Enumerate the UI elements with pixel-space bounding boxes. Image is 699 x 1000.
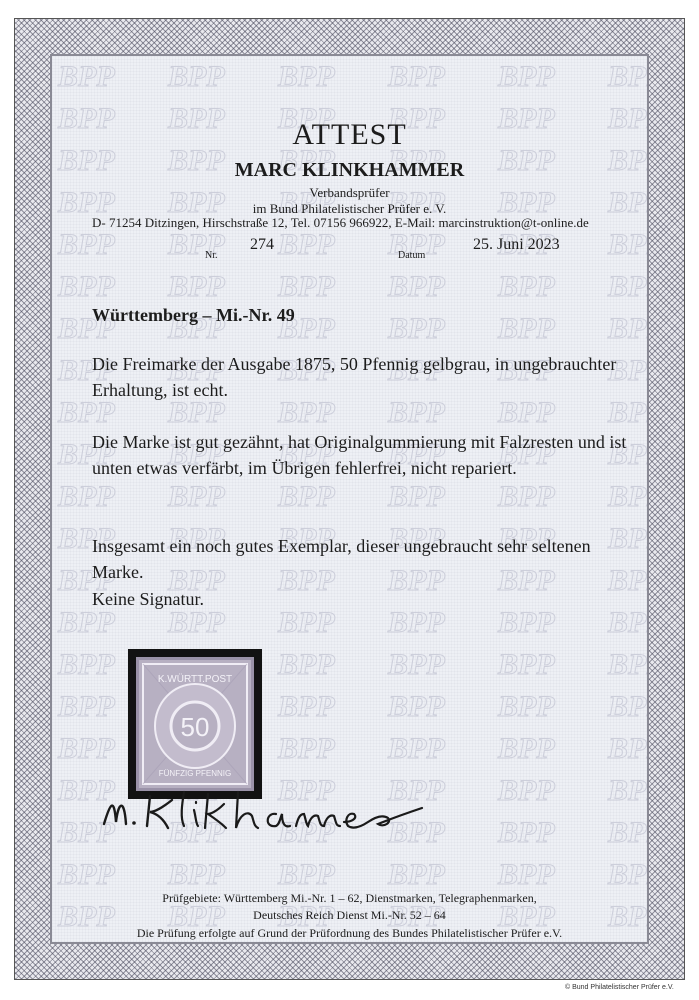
stamp-heading: Württemberg – Mi.-Nr. 49 [92,305,295,325]
paragraph-signature: Keine Signatur. [92,589,204,609]
footer-line-1: Prüfgebiete: Württemberg Mi.-Nr. 1 – 62, Dienstmarken, Telegraphenmarken, [162,891,537,905]
certificate-number: 274 [250,236,274,253]
copyright-notice: © Bund Philatelistischer Prüfer e.V. [565,984,674,991]
stamp-design [139,660,251,788]
certificate-title: ATTEST [292,118,407,151]
paragraph-condition: Die Marke ist gut gezähnt, hat Originalgummierung mit Falzresten und ist unten etwas verfärbt, im Übrigen fehlerfrei, nicht repariert. [92,432,627,478]
certificate-border [14,18,685,980]
stamp-bottom-text: FÜNFZIG PFENNIG [158,769,232,778]
certificate-date: 25. Juni 2023 [473,236,560,253]
footer-line-3: Die Prüfung erfolgte auf Grund der Prüfordnung des Bundes Philatelistischer Prüfer e.V. [136,926,563,940]
stamp-value: 50 [180,712,210,742]
examiner-name: MARC KLINKHAMMER [234,159,465,181]
footer-line-2: Deutsches Reich Dienst Mi.-Nr. 52 – 64 [253,908,446,922]
stamp-top-text: K.WÜRTT.POST [157,674,233,685]
examiner-association: im Bund Philatelistischer Prüfer e. V. [252,201,447,216]
date-label: Datum [398,250,426,261]
stamp-image [136,657,254,791]
paragraph-authenticity: Die Freimarke der Ausgabe 1875, 50 Pfennig gelbgrau, in ungebrauchter Erhaltung, ist echt. [92,354,617,400]
paragraph-summary: Insgesamt ein noch gutes Exemplar, dieser ungebraucht sehr seltenen Marke. [92,536,591,582]
examiner-address: D- 71254 Ditzingen, Hirschstraße 12, Tel. 07156 966922, E-Mail: marcinstruktion@t-online.de [92,215,589,230]
certificate-paper [50,54,649,944]
handwritten-signature [92,774,432,844]
examiner-role: Verbandsprüfer [309,185,390,200]
number-label: Nr. [205,250,218,261]
